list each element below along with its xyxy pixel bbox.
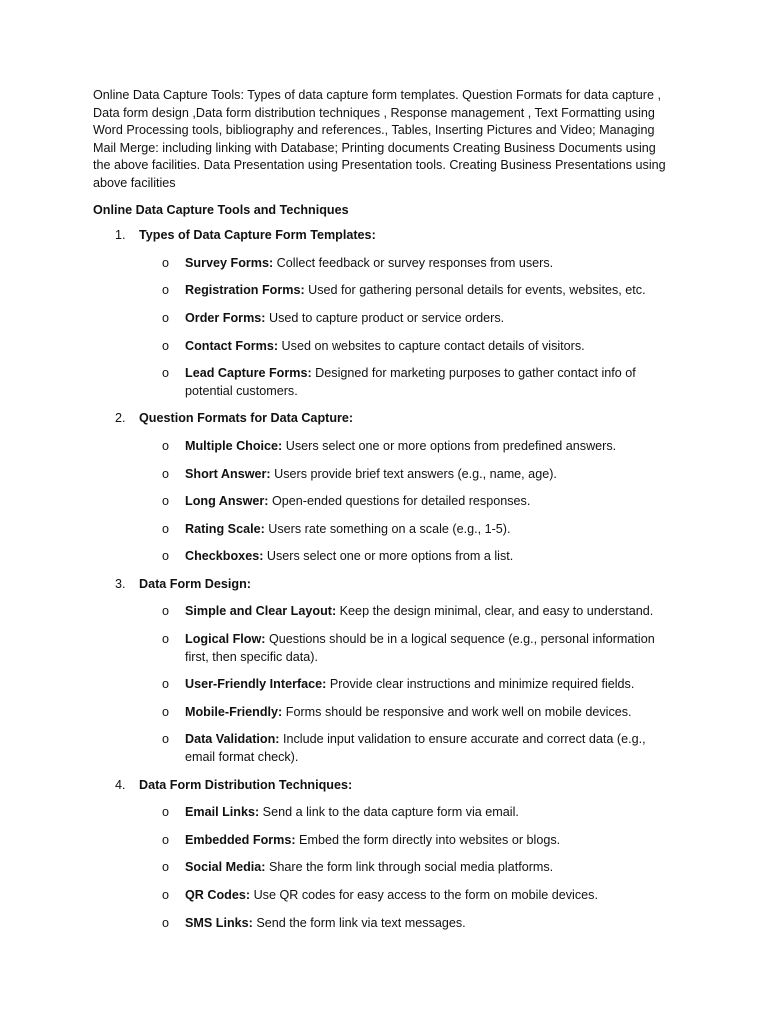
list-item bbox=[139, 365, 673, 400]
list-item bbox=[139, 915, 673, 933]
section-title: Types of Data Capture Form Templates: bbox=[139, 228, 376, 243]
list-item bbox=[139, 466, 673, 484]
list-item bbox=[139, 282, 673, 300]
bullet-icon: o bbox=[162, 704, 170, 719]
item-term: Mobile-Friendly: bbox=[185, 704, 283, 719]
list-item bbox=[139, 493, 673, 511]
item-term: Contact Forms: bbox=[185, 338, 279, 353]
list-item bbox=[139, 731, 673, 766]
section-title: Data Form Distribution Techniques: bbox=[139, 777, 353, 792]
item-text: Questions should be in a logical sequence (e.g., personal information first, then specific data). bbox=[185, 632, 655, 664]
list-item bbox=[139, 310, 673, 328]
bullet-icon: o bbox=[162, 860, 170, 875]
section-number: 1. bbox=[115, 228, 126, 243]
list-section-1 bbox=[93, 227, 673, 400]
item-text: Open-ended questions for detailed responses. bbox=[268, 494, 531, 509]
list-item bbox=[139, 548, 673, 566]
bullet-icon: o bbox=[162, 832, 170, 847]
item-term: Checkboxes: bbox=[185, 549, 264, 564]
item-text: Forms should be responsive and work well on mobile devices. bbox=[282, 704, 632, 719]
item-term: Rating Scale: bbox=[185, 521, 265, 536]
bullet-icon: o bbox=[162, 732, 170, 747]
item-text: Keep the design minimal, clear, and easy to understand. bbox=[336, 604, 654, 619]
list-item bbox=[139, 603, 673, 621]
section-heading: Online Data Capture Tools and Techniques bbox=[93, 202, 349, 217]
section-number: 2. bbox=[115, 411, 126, 426]
list-item bbox=[139, 338, 673, 356]
item-text: Collect feedback or survey responses from users. bbox=[273, 255, 554, 270]
item-term: Logical Flow: bbox=[185, 632, 266, 647]
document-page bbox=[93, 87, 673, 942]
bullet-list bbox=[139, 438, 673, 566]
list-section-4 bbox=[93, 777, 673, 933]
item-term: Long Answer: bbox=[185, 494, 269, 509]
item-term: SMS Links: bbox=[185, 915, 253, 930]
bullet-icon: o bbox=[162, 604, 170, 619]
bullet-icon: o bbox=[162, 366, 170, 381]
bullet-icon: o bbox=[162, 255, 170, 270]
bullet-icon: o bbox=[162, 632, 170, 647]
bullet-list bbox=[139, 255, 673, 401]
list-section-2 bbox=[93, 410, 673, 566]
bullet-icon: o bbox=[162, 494, 170, 509]
item-term: Registration Forms: bbox=[185, 283, 305, 298]
list-item bbox=[139, 438, 673, 456]
numbered-list bbox=[93, 227, 673, 932]
bullet-icon: o bbox=[162, 915, 170, 930]
bullet-icon: o bbox=[162, 549, 170, 564]
bullet-icon: o bbox=[162, 438, 170, 453]
item-term: Social Media: bbox=[185, 860, 266, 875]
item-text: Used on websites to capture contact details of visitors. bbox=[278, 338, 585, 353]
bullet-icon: o bbox=[162, 283, 170, 298]
list-item bbox=[139, 887, 673, 905]
list-item bbox=[139, 676, 673, 694]
item-text: Users provide brief text answers (e.g., name, age). bbox=[270, 466, 557, 481]
list-item bbox=[139, 804, 673, 822]
item-text: Share the form link through social media platforms. bbox=[265, 860, 554, 875]
list-section-3 bbox=[93, 576, 673, 767]
section-title: Question Formats for Data Capture: bbox=[139, 411, 354, 426]
bullet-icon: o bbox=[162, 805, 170, 820]
item-term: Simple and Clear Layout: bbox=[185, 604, 337, 619]
item-term: Embedded Forms: bbox=[185, 832, 296, 847]
item-term: User-Friendly Interface: bbox=[185, 677, 327, 692]
item-text: Send the form link via text messages. bbox=[252, 915, 466, 930]
bullet-icon: o bbox=[162, 521, 170, 536]
item-text: Designed for marketing purposes to gather contact info of potential customers. bbox=[185, 366, 636, 398]
item-term: Data Validation: bbox=[185, 732, 280, 747]
list-item bbox=[139, 832, 673, 850]
section-number: 3. bbox=[115, 576, 126, 591]
item-text: Users rate something on a scale (e.g., 1-5). bbox=[264, 521, 511, 536]
item-text: Provide clear instructions and minimize required fields. bbox=[326, 677, 635, 692]
list-item bbox=[139, 631, 673, 666]
item-term: Short Answer: bbox=[185, 466, 271, 481]
item-text: Used to capture product or service orders. bbox=[265, 310, 505, 325]
list-item bbox=[139, 521, 673, 539]
item-text: Send a link to the data capture form via email. bbox=[259, 805, 519, 820]
item-term: Email Links: bbox=[185, 805, 260, 820]
section-number: 4. bbox=[115, 777, 126, 792]
item-text: Embed the form directly into websites or blogs. bbox=[295, 832, 561, 847]
item-text: Used for gathering personal details for events, websites, etc. bbox=[304, 283, 646, 298]
bullet-icon: o bbox=[162, 888, 170, 902]
section-title: Data Form Design: bbox=[139, 576, 251, 591]
item-term: Survey Forms: bbox=[185, 255, 274, 270]
list-item bbox=[139, 859, 673, 877]
list-item bbox=[139, 704, 673, 722]
item-term: QR Codes: bbox=[185, 888, 251, 902]
bullet-icon: o bbox=[162, 466, 170, 481]
item-term: Order Forms: bbox=[185, 310, 266, 325]
item-text: Use QR codes for easy access to the form on mobile devices. bbox=[250, 888, 598, 902]
intro-paragraph: Online Data Capture Tools: Types of data capture form templates. Question Formats for data capture , Data form design ,Data form distribution techniques , Response management , Text Formatting using Word Processing tools, bibliography and references., Tables, Inserting Pictures and Video; Managing Mail Merge: including linking with Database; Printing documents Creating Business Documents using the above facilities. Data Presentation using Presentation tools. Creating Business Presentations using above facilities bbox=[93, 88, 666, 190]
item-text: Users select one or more options from a list. bbox=[263, 549, 514, 564]
bullet-icon: o bbox=[162, 677, 170, 692]
item-term: Lead Capture Forms: bbox=[185, 366, 312, 381]
item-term: Multiple Choice: bbox=[185, 438, 283, 453]
bullet-list bbox=[139, 603, 673, 766]
bullet-icon: o bbox=[162, 310, 170, 325]
bullet-icon: o bbox=[162, 338, 170, 353]
item-text: Users select one or more options from predefined answers. bbox=[282, 438, 617, 453]
bullet-list bbox=[139, 804, 673, 932]
list-item bbox=[139, 255, 673, 273]
item-text: Include input validation to ensure accurate and correct data (e.g., email format check). bbox=[185, 732, 646, 765]
